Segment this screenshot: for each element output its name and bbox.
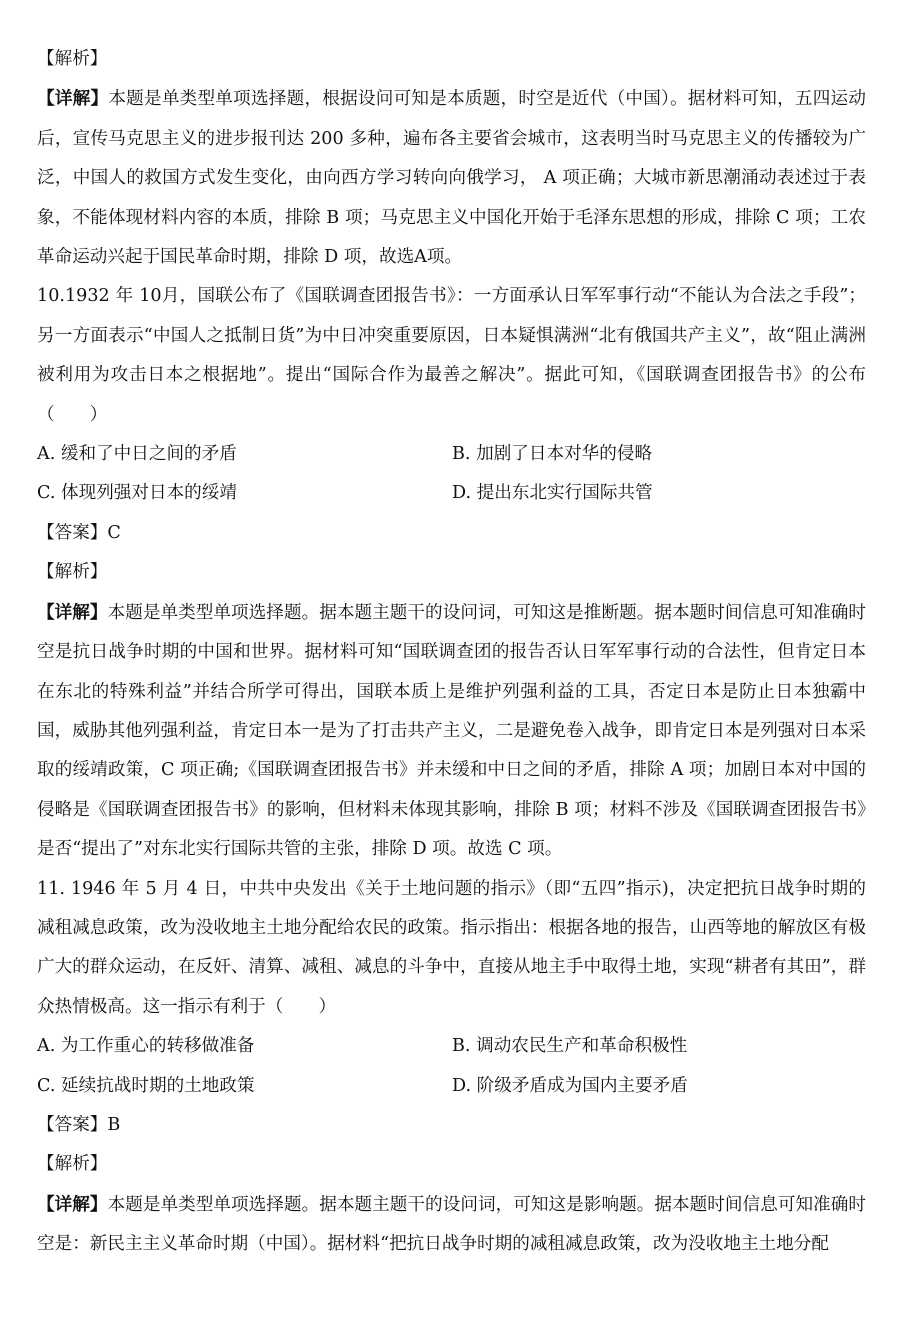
q11-answer — [37, 1106, 866, 1145]
q11-detail — [37, 1185, 866, 1265]
q11-answer-label: 【答案】 — [37, 1114, 108, 1135]
q11-option-c: C. 延续抗战时期的土地政策 — [37, 1075, 255, 1096]
q11-option-d: D. 阶级矛盾成为国内主要矛盾 — [452, 1075, 688, 1096]
q10-answer — [37, 514, 866, 553]
q11-answer-value: B — [107, 1114, 121, 1135]
q9-detail-label: 【详解】 — [37, 88, 109, 110]
q10-answer-label: 【答案】 — [37, 522, 108, 543]
q11-question: 11. 1946 年 5 月 4 日，中共中央发出《关于土地问题的指示》（即“五四”指示)，决定把抗日战争时期的减租减息政策，改为没收地主土地分配给农民的政策。指示指出：根据各地的报告，山西等地的解放区有极广大的群众运动，在反奸、清算、减租、减息的斗争中，直接从地主手中取得土地，实现“耕者有其田”，群众热情极高。这一指示有利于（ ） — [37, 878, 866, 1017]
q9-detail — [37, 79, 866, 277]
q10-detail — [37, 593, 866, 870]
q10-options-row-2 — [37, 474, 866, 513]
q9-detail-text: 本题是单类型单项选择题，根据设问可知是本质题，时空是近代（中国）。据材料可知，五四运动后，宣传马克思主义的进步报刊达 200 多种，遍布各主要省会城市，这表明当时马克思主义的传播较为广泛，中国人的救国方式发生变化，由向西方学习转向向俄学习， A 项正确；大城市新思潮涌动表述过于表象，不能体现材料内容的本质，排除 B 项；马克思主义中国化开始于毛泽东思想的形成，排除 C 项；工农革命运动兴起于国民革命时期，排除 D 项，故选A项。 — [37, 89, 866, 268]
q11-detail-label: 【详解】 — [37, 1193, 108, 1215]
q11-detail-text: 本题是单类型单项选择题。据本题主题干的设问词，可知这是影响题。据本题时间信息可知准确时空是：新民主主义革命时期（中国）。据材料“把抗日战争时期的减租减息政策，改为没收地主土地分配 — [37, 1194, 866, 1255]
q10-question: 10.1932 年 10月，国联公布了《国联调查团报告书》：一方面承认日军军事行动“不能认为合法之手段”；另一方面表示“中国人之抵制日货”为中日冲突重要原因，日本疑惧满洲“北有俄国共产主义”，故“阻止满洲被利用为攻击日本之根据地”。提出“国际合作为最善之解决”。据此可知，《国联调查团报告书》的公布（ ） — [37, 286, 866, 425]
q10-options-row-1 — [37, 435, 866, 474]
q10-option-a: A. 缓和了中日之间的矛盾 — [37, 444, 237, 465]
q10-option-d: D. 提出东北实行国际共管 — [452, 483, 653, 504]
q10-answer-value: C — [107, 522, 121, 543]
q11-option-b: B. 调动农民生产和革命积极性 — [452, 1036, 688, 1057]
q10-detail-label: 【详解】 — [37, 601, 108, 623]
q10-option-c: C. 体现列强对日本的绥靖 — [37, 483, 237, 504]
q10-option-b: B. 加剧了日本对华的侵略 — [452, 444, 653, 465]
q10-analysis-label: 【解析】 — [37, 562, 108, 583]
q9-analysis-label: 【解析】 — [37, 49, 108, 69]
q11-options-row-2 — [37, 1067, 866, 1106]
q11-options-row-1 — [37, 1027, 866, 1066]
q11-analysis-label: 【解析】 — [37, 1154, 108, 1175]
q11-option-a: A. 为工作重心的转移做准备 — [37, 1036, 255, 1057]
q10-detail-text: 本题是单类型单项选择题。据本题主题干的设问词，可知这是推断题。据本题时间信息可知准确时空是抗日战争时期的中国和世界。据材料可知“国联调查团的报告否认日军军事行动的合法性，但肯定日本在东北的特殊利益”并结合所学可得出，国联本质上是维护列强利益的工具，否定日本是防止日本独霸中国，威胁其他列强利益，肯定日本一是为了打击共产主义，二是避免卷入战争，即肯定日本是列强对日本采取的绥靖政策，C 项正确;《国联调查团报告书》并未缓和中日之间的矛盾，排除 A 项；加剧日本对中国的侵略是《国联调查团报告书》的影响，但材料未体现其影响，排除 B 项；材料不涉及《国联调查团报告书》是否“提出了”对东北实行国际共管的主张，排除 D 项。故选 C 项。 — [37, 602, 866, 860]
